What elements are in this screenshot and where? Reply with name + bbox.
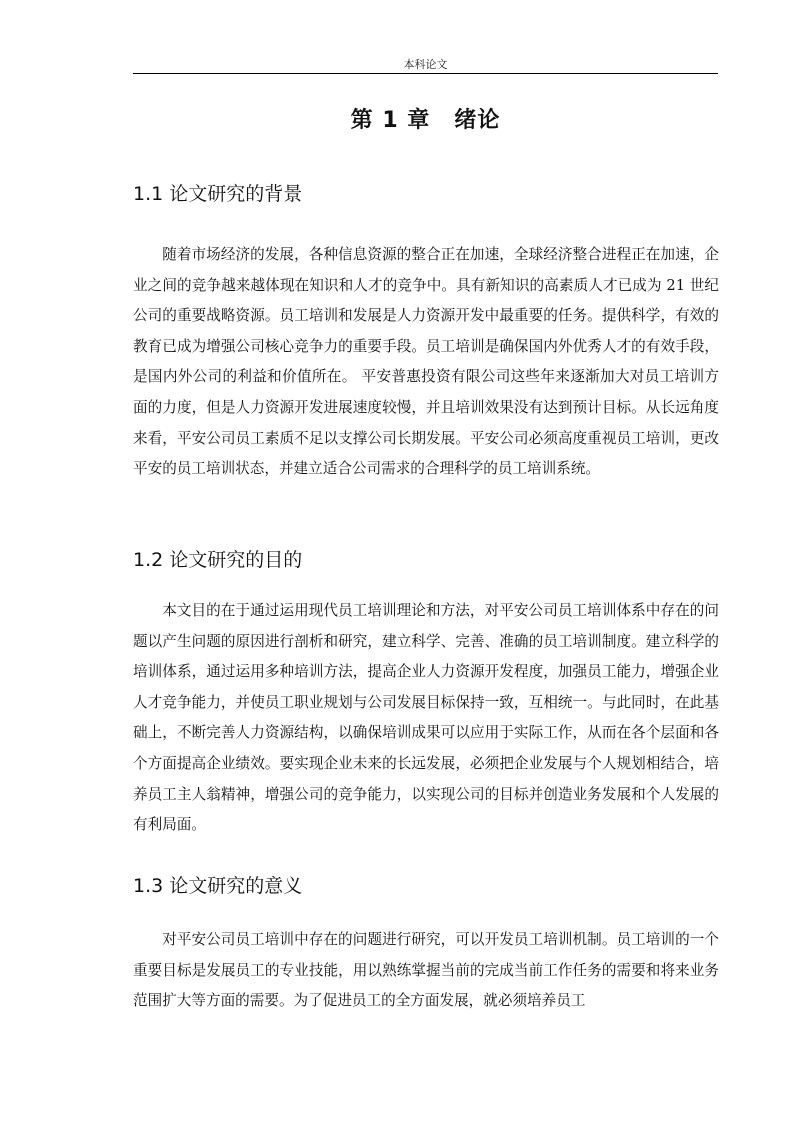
section-body-purpose: 本文目的在于通过运用现代员工培训理论和方法，对平安公司员工培训体系中存在的问题以产生问题的原因进行剖析和研究，建立科学、完善、准确的员工培训制度。建立科学的培训体系，通过运用多种培训方法，提高企业人力资源开发程度，加强员工能力，增强企业人才竞争能力，并使员工职业规划与公司发展目标保持一致，互相统一。与此同时，在此基础上，不断完善人力资源结构，以确保培训成果可以应用于实际工作，从而在各个层面和各个方面提高企业绩效。要实现企业未来的长远发展，必须把企业发展与个人规划相结合，培养员工主人翁精神，增强公司的竞争能力，以实现公司的目标并创造业务发展和个人发展的有利局面。 (133, 602, 719, 834)
chapter-number: 第 1 章 (350, 108, 431, 133)
section-body-background: 随着市场经济的发展，各种信息资源的整合正在加速，全球经济整合进程正在加速，企业之间的竞争越来越体现在知识和人才的竞争中。具有新知识的高素质人才已成为 21 世纪公司的重要战略资源。员工培训和发展是人力资源开发中最重要的任务。提供科学，有效的教育已成为增强公司核心竞争力的重要手段。员工培训是确保国内外优秀人才的有效手段，是国内外公司的利益和价值所在。 平安普惠投资有限公司这些年来逐渐加大对员工培训方面的力度，但是人力资源开发进展速度较慢，并且培训效果没有达到预计目标。从长远角度来看，平安公司员工素质不足以支撑公司长期发展。平安公司必须高度重视员工培训，更改平安的员工培训状态，并建立适合公司需求的合理科学的员工培训系统。 (133, 246, 719, 478)
section-heading-significance: 1.3 论文研究的意义 (133, 875, 303, 897)
section-heading-background: 1.1 论文研究的背景 (133, 183, 303, 205)
chapter-title (133, 106, 718, 136)
section-heading-purpose: 1.2 论文研究的目的 (133, 549, 303, 571)
section-body-significance: 对平安公司员工培训中存在的问题进行研究，可以开发员工培训机制。员工培训的一个重要目标是发展员工的专业技能，用以熟练掌握当前的完成当前工作任务的需要和将来业务范围扩大等方面的需要。为了促进员工的全方面发展，就必须培养员工 (133, 931, 719, 1010)
chapter-name: 绪论 (454, 108, 501, 133)
header-rule (133, 73, 718, 74)
running-header: 本科论文 (403, 58, 448, 71)
